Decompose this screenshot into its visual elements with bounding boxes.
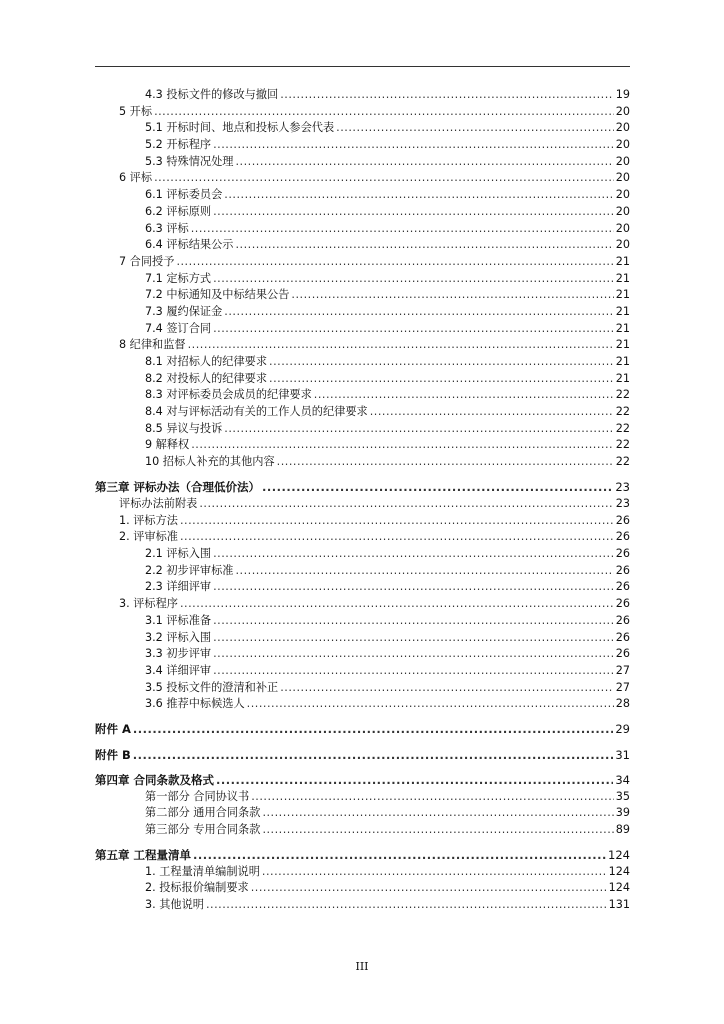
toc-chapter-entry[interactable] xyxy=(95,721,630,738)
toc-entry-title: 1. 工程量清单编制说明 xyxy=(145,864,260,878)
dot-leader xyxy=(133,747,614,764)
toc-entry-title: 第二部分 通用合同条款 xyxy=(145,806,261,820)
dot-leader xyxy=(247,696,614,713)
toc-entry-title: 7 合同授予 xyxy=(119,254,175,268)
toc-entry-page: 22 xyxy=(615,405,630,419)
toc-entry[interactable] xyxy=(95,563,630,580)
header-rule xyxy=(95,66,630,67)
dot-leader xyxy=(180,529,614,546)
toc-entry-page: 21 xyxy=(615,254,630,268)
toc-entry-title: 8.2 对投标人的纪律要求 xyxy=(145,371,268,385)
dot-leader xyxy=(176,254,613,271)
toc-entry-title: 5.2 开标程序 xyxy=(145,138,212,152)
dot-leader xyxy=(216,772,613,789)
dot-leader xyxy=(224,421,613,438)
toc-entry-title: 第三章 评标办法（合理低价法） xyxy=(95,480,261,495)
toc-entry[interactable] xyxy=(95,596,630,613)
toc-entry-page: 21 xyxy=(615,355,630,368)
dot-leader xyxy=(180,596,614,613)
toc-entry-title: 3.4 详细评审 xyxy=(145,663,212,677)
toc-entry-title: 3.5 投标文件的澄清和补正 xyxy=(145,680,279,694)
toc-entry[interactable] xyxy=(95,120,630,137)
toc-entry-title: 第四章 合同条款及格式 xyxy=(95,772,215,787)
toc-entry-title: 5.3 特殊情况处理 xyxy=(145,154,234,168)
toc-entry[interactable] xyxy=(95,304,630,321)
toc-entry-title: 5.1 开标时间、地点和投标人参会代表 xyxy=(145,121,335,135)
toc-entry[interactable] xyxy=(95,663,630,680)
toc-entry-page: 26 xyxy=(615,580,630,594)
dot-leader xyxy=(235,154,613,171)
toc-entry-page: 21 xyxy=(615,371,630,385)
toc-entry[interactable] xyxy=(95,104,630,121)
toc-entry-title: 3.1 评标准备 xyxy=(145,613,212,627)
toc-entry-title: 2. 评审标准 xyxy=(119,530,178,544)
toc-entry-title: 3.2 评标入围 xyxy=(145,630,212,644)
toc-entry-title: 10 招标人补充的其他内容 xyxy=(145,455,275,469)
dot-leader xyxy=(262,805,613,822)
toc-entry-title: 附件 A xyxy=(95,722,131,737)
toc-entry-page: 20 xyxy=(615,171,630,185)
toc-entry[interactable] xyxy=(95,404,630,421)
dot-leader xyxy=(251,880,607,897)
dot-leader xyxy=(336,120,614,137)
toc-entry-page: 131 xyxy=(608,898,630,912)
dot-leader xyxy=(280,680,614,697)
toc-entry-title: 4.3 投标文件的修改与撤回 xyxy=(145,88,279,101)
toc-entry-title: 5 开标 xyxy=(119,104,153,118)
toc-chapter-entry[interactable] xyxy=(95,747,630,764)
toc-entry-page: 22 xyxy=(615,421,630,435)
dot-leader xyxy=(291,287,613,304)
dot-leader xyxy=(213,579,614,596)
toc-entry-title: 3.3 初步评审 xyxy=(145,647,212,661)
toc-entry-title: 第五章 工程量清单 xyxy=(95,848,192,863)
toc-entry-page: 35 xyxy=(615,789,630,803)
toc-entry[interactable] xyxy=(95,630,630,647)
toc-entry-page: 23 xyxy=(615,497,630,510)
toc-entry-page: 20 xyxy=(615,188,630,202)
toc-entry-title: 第一部分 合同协议书 xyxy=(145,789,250,803)
toc-entry-page: 26 xyxy=(615,530,630,544)
dot-leader xyxy=(180,513,614,530)
toc-entry-page: 21 xyxy=(615,304,630,318)
toc-entry[interactable] xyxy=(95,696,630,713)
page-number: III xyxy=(355,960,369,973)
toc-entry[interactable] xyxy=(95,613,630,630)
toc-entry[interactable] xyxy=(95,680,630,697)
toc-entry-title: 1. 评标方法 xyxy=(119,513,178,527)
toc-entry[interactable] xyxy=(95,337,630,354)
dot-leader xyxy=(370,404,614,421)
toc-entry-title: 2.1 评标入围 xyxy=(145,547,212,561)
table-of-contents xyxy=(95,87,630,914)
toc-entry-title: 6.2 评标原则 xyxy=(145,204,212,218)
toc-entry-page: 20 xyxy=(615,221,630,235)
toc-entry-page: 20 xyxy=(615,204,630,218)
toc-entry-page: 21 xyxy=(615,288,630,302)
toc-entry-title: 7.4 签订合同 xyxy=(145,321,212,335)
toc-entry-title: 7.3 履约保证金 xyxy=(145,304,223,318)
dot-leader xyxy=(224,304,613,321)
toc-entry-page: 21 xyxy=(615,271,630,285)
toc-entry-title: 8.5 异议与投诉 xyxy=(145,421,223,435)
toc-entry-page: 20 xyxy=(615,138,630,152)
dot-leader xyxy=(262,822,613,839)
toc-entry[interactable] xyxy=(95,321,630,338)
toc-entry-page: 89 xyxy=(615,822,630,836)
toc-entry-page: 26 xyxy=(615,647,630,661)
toc-entry-page: 20 xyxy=(615,238,630,252)
dot-leader xyxy=(213,137,614,154)
dot-leader xyxy=(213,613,614,630)
toc-entry-page: 31 xyxy=(615,747,630,762)
dot-leader xyxy=(213,321,614,338)
toc-entry-title: 7.2 中标通知及中标结果公告 xyxy=(145,288,290,302)
dot-leader xyxy=(235,563,613,580)
toc-entry[interactable] xyxy=(95,354,630,371)
section-gap xyxy=(95,471,630,480)
toc-entry[interactable] xyxy=(95,579,630,596)
dot-leader xyxy=(269,371,614,388)
toc-entry[interactable] xyxy=(95,237,630,254)
dot-leader xyxy=(213,204,614,221)
dot-leader xyxy=(251,789,614,806)
toc-entry-title: 8 纪律和监督 xyxy=(119,338,186,352)
dot-leader xyxy=(213,546,614,563)
toc-entry-page: 26 xyxy=(615,630,630,644)
toc-entry[interactable] xyxy=(95,880,630,897)
dot-leader xyxy=(269,354,614,371)
dot-leader xyxy=(193,847,606,864)
toc-entry[interactable] xyxy=(95,87,630,104)
toc-entry[interactable] xyxy=(95,805,630,822)
section-gap xyxy=(95,713,630,722)
toc-entry-page: 21 xyxy=(615,321,630,335)
section-gap xyxy=(95,738,630,747)
dot-leader xyxy=(262,864,607,881)
toc-entry-title: 6 评标 xyxy=(119,171,153,185)
toc-entry[interactable] xyxy=(95,154,630,171)
toc-entry-title: 3. 评标程序 xyxy=(119,597,178,611)
dot-leader xyxy=(154,170,614,187)
toc-entry-page: 124 xyxy=(608,881,630,895)
toc-entry-page: 26 xyxy=(615,547,630,561)
toc-entry[interactable] xyxy=(95,287,630,304)
toc-entry-page: 26 xyxy=(615,613,630,627)
toc-chapter-entry[interactable] xyxy=(95,479,630,496)
toc-entry[interactable] xyxy=(95,387,630,404)
toc-entry-title: 附件 B xyxy=(95,747,131,762)
toc-entry-page: 28 xyxy=(615,697,630,711)
section-gap xyxy=(95,763,630,772)
toc-entry-title: 评标办法前附表 xyxy=(119,497,198,510)
toc-entry-page: 22 xyxy=(615,438,630,452)
dot-leader xyxy=(213,630,614,647)
toc-entry-page: 20 xyxy=(615,154,630,168)
toc-chapter-entry[interactable] xyxy=(95,772,630,789)
toc-entry[interactable] xyxy=(95,789,630,806)
toc-entry-page: 26 xyxy=(615,597,630,611)
toc-entry[interactable] xyxy=(95,646,630,663)
section-gap xyxy=(95,839,630,848)
dot-leader xyxy=(213,663,614,680)
toc-entry-page: 26 xyxy=(615,563,630,577)
toc-entry-title: 8.4 对与评标活动有关的工作人员的纪律要求 xyxy=(145,405,368,419)
dot-leader xyxy=(191,437,614,454)
toc-entry-title: 7.1 定标方式 xyxy=(145,271,212,285)
toc-entry-title: 8.3 对评标委员会成员的纪律要求 xyxy=(145,388,312,402)
dot-leader xyxy=(199,496,613,513)
dot-leader xyxy=(213,271,614,288)
toc-entry-page: 26 xyxy=(615,513,630,527)
toc-entry[interactable] xyxy=(95,529,630,546)
toc-entry[interactable] xyxy=(95,137,630,154)
toc-entry-page: 124 xyxy=(608,864,630,878)
toc-entry[interactable] xyxy=(95,371,630,388)
toc-entry[interactable] xyxy=(95,221,630,238)
toc-entry[interactable] xyxy=(95,897,630,914)
toc-entry-title: 第三部分 专用合同条款 xyxy=(145,822,261,836)
toc-entry-title: 9 解释权 xyxy=(145,438,190,452)
toc-entry-title: 3. 其他说明 xyxy=(145,898,204,912)
toc-entry[interactable] xyxy=(95,513,630,530)
dot-leader xyxy=(314,387,614,404)
dot-leader xyxy=(262,479,613,496)
toc-entry-title: 6.4 评标结果公示 xyxy=(145,238,234,252)
toc-entry-page: 27 xyxy=(615,680,630,694)
toc-entry-title: 6.1 评标委员会 xyxy=(145,188,223,202)
toc-entry-page: 22 xyxy=(615,388,630,402)
dot-leader xyxy=(280,87,614,104)
dot-leader xyxy=(154,104,614,121)
toc-entry-page: 22 xyxy=(615,455,630,469)
toc-entry-page: 124 xyxy=(608,848,630,863)
toc-chapter-entry[interactable] xyxy=(95,847,630,864)
toc-entry[interactable] xyxy=(95,187,630,204)
toc-entry-page: 20 xyxy=(615,121,630,135)
toc-entry[interactable] xyxy=(95,254,630,271)
dot-leader xyxy=(235,237,613,254)
toc-entry[interactable] xyxy=(95,864,630,881)
toc-entry-page: 19 xyxy=(615,88,630,101)
toc-entry-page: 23 xyxy=(615,480,630,495)
toc-entry-title: 6.3 评标 xyxy=(145,221,189,235)
toc-entry-page: 39 xyxy=(615,806,630,820)
dot-leader xyxy=(277,454,614,471)
dot-leader xyxy=(213,646,614,663)
toc-entry[interactable] xyxy=(95,204,630,221)
toc-entry-title: 8.1 对招标人的纪律要求 xyxy=(145,355,268,368)
dot-leader xyxy=(206,897,607,914)
toc-entry[interactable] xyxy=(95,496,630,513)
toc-entry[interactable] xyxy=(95,170,630,187)
toc-entry-title: 2.2 初步评审标准 xyxy=(145,563,234,577)
dot-leader xyxy=(133,721,613,738)
toc-entry-page: 29 xyxy=(615,722,630,737)
toc-entry[interactable] xyxy=(95,546,630,563)
dot-leader xyxy=(191,221,614,238)
toc-entry[interactable] xyxy=(95,271,630,288)
dot-leader xyxy=(224,187,613,204)
toc-entry[interactable] xyxy=(95,822,630,839)
toc-entry[interactable] xyxy=(95,421,630,438)
toc-entry-page: 20 xyxy=(615,104,630,118)
toc-entry-title: 2. 投标报价编制要求 xyxy=(145,881,249,895)
toc-entry-page: 21 xyxy=(615,338,630,352)
toc-entry[interactable] xyxy=(95,454,630,471)
toc-entry-title: 2.3 详细评审 xyxy=(145,580,212,594)
toc-entry-title: 3.6 推荐中标候选人 xyxy=(145,697,245,711)
dot-leader xyxy=(188,337,614,354)
toc-entry-page: 34 xyxy=(615,772,630,787)
toc-entry[interactable] xyxy=(95,437,630,454)
toc-entry-page: 27 xyxy=(615,663,630,677)
